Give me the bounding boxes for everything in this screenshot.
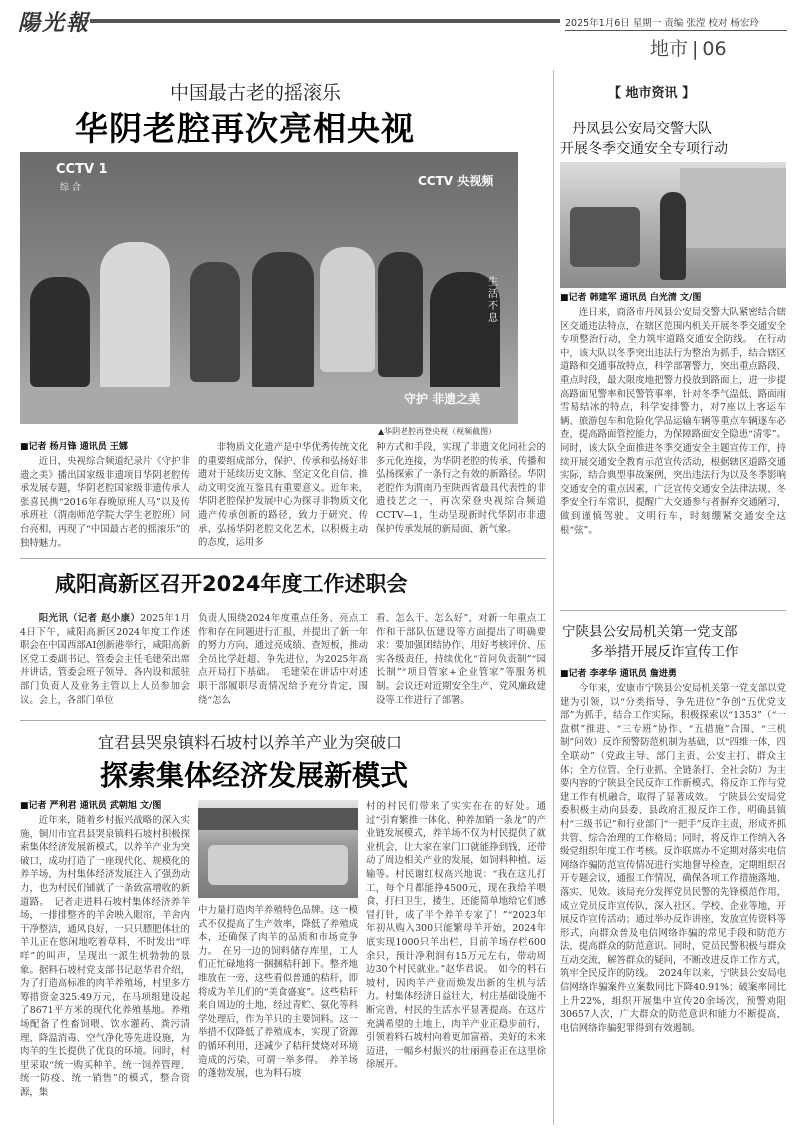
lead-byline: ■记者 杨月锋 通讯员 王娜 [20, 442, 128, 452]
paper-name: 陽光報 [18, 10, 91, 36]
lead-kicker: 中国最古老的摇滚乐 [170, 82, 342, 104]
performer-1 [30, 277, 90, 387]
sidebar-divider [553, 70, 554, 1125]
lead-col-3: 种方式和手段，实现了非遗文化同社会的多元化连接，为华阴老腔的传承、传播和弘扬探索了一条行之有效的新路径。华阴老腔作为渭南乃至陕西省最具代表性的非遗技艺之一，再次荣登央视综合频道CCTV—1，生动呈现新时代华阴市非遗保护传承发展的新局面、新气象。 [376, 442, 546, 535]
dianfeng-body: 连日来，商洛市丹凤县公安局交警大队紧密结合辖区交通违法特点，在辖区范围内机关开展冬季交通安全专项整治行动，全力筑牢道路交通安全防线。 在行动中，该大队以冬季突出违法行为整治为抓手，结合辖区道路和交通事故特点，科学部署警力，突出重点路段、重点时段，最大限度地把警力投放到路面上，进一步提高路面见警率和民警管事率，针对冬季气温低、路面雨雪易结冰的特点，科学安排警力，对7座以上客运车辆、旅游包车和危险化学品运输车辆等重点车辆逐车必查，提高路面管控能力，为保障路面安全隐患“清零”。同时，该大队全面推进冬季交通安全主题宣传工作，持续开展交通安全教育示范宣传活动，根据辖区道路交通实际，结合典型事故案例，突出违法行为以及冬季影响交通安全的重点因素，广泛宣传交通安全法律法规、冬季安全行车常识，提醒广大交通参与者摒弃交通陋习，做到谨慎驾驶、文明行车，时刻绷紧交通安全这根“弦”。 [560, 307, 786, 536]
dianfeng-headline-1: 丹凤县公安局交警大队 [572, 121, 712, 137]
performer-2 [100, 242, 170, 392]
xianyang-col-3: 看、怎么干、怎么好”，对新一年重点工作和干部队伍建设等方面提出了明确要求：要加强团结协作、用好考核评价、压实各级责任，持续优化“首问负责制”“园长制”“项目管家+企业管家”等服务机制。会议还对近期安全生产、党风廉政建设等工作进行了部署。 [376, 613, 546, 706]
sheep-farm-photo [198, 800, 358, 898]
masthead-thin-rule [565, 30, 787, 31]
ningshan-headline-1: 宁陕县公安局机关第一党支部 [562, 624, 738, 640]
police-officer [660, 192, 686, 280]
yijun-col-2: 中力量打造肉羊养殖特色品牌。这一模式不仅提高了生产效率，降低了养殖成本，还确保了肉羊的品质和市场竞争力。 在另一边的饲料储存库里，工人们正忙碌地将一捆捆秸秆卸下。整齐地堆放在一旁，这些看似普通的秸秆，即将成为羊儿们的“美食盛宴”。这些秸秆来自周边的土地，经过青贮、氨化等科学处理后，作为羊只的主要饲料。这一举措不仅降低了养殖成本，实现了资源的循环利用，还减少了秸秆焚烧对环境造成的污染，可谓一举多得。 养羊场的蓬勃发展，也为料石坡 [198, 905, 358, 1080]
ningshan-headline-2: 多举措开展反诈宣传工作 [590, 644, 739, 660]
lead-photo-caption: ▲华阴老腔再登央视（视频截图） [378, 427, 497, 436]
yijun-col-1: 近年来，随着乡村振兴战略的深入实施，铜川市宜君县哭泉镇料石坡村积极探索集体经济发展新模式，以养羊产业为突破口，成功打造了一座现代化、规模化的养羊场，为村集体经济发展注入了强劲动力，也为村民们铺就了一条致富增收的新道路。 记者走进料石坡村集体经济养羊场，一排排整齐的羊舍映入眼帘，羊舍内干净整洁，通风良好，一只只膘肥体壮的羊儿正在悠闲地吃着草料，不时发出“咩咩”的叫声，呈现出一派生机勃勃的景象。据料石坡村党支部书记赵华君介绍，为了打造高标准的肉羊养殖场，村里多方筹措资金325.49万元，在马项组建设起了8671平方米的现代化养殖基地。养殖场配备了性畜饲喂、饮水灌药、粪污清理、降温消毒、空气净化等先进设施，为肉羊的生长提供了优良的环境。同时，村里采取“统一购买种羊、统一饲养管理、统一防疫、统一销售”的模式，整合资源，集 [20, 815, 190, 1098]
channel-sublabel: 综 合 [60, 183, 81, 193]
barn-roof [198, 808, 358, 830]
tricycle [570, 207, 640, 267]
xianyang-headline: 咸阳高新区召开2024年度工作述职会 [55, 572, 408, 596]
masthead-rule [90, 19, 560, 23]
performer-5 [320, 247, 375, 372]
xianyang-lead-in: 阳光讯（记者 赵小康） [38, 613, 141, 624]
lead-headline: 华阴老腔再次亮相央视 [75, 109, 415, 148]
yijun-kicker: 宜君县哭泉镇料石坡村以养羊产业为突破口 [98, 733, 403, 752]
lead-col-1: 近日，央视综合频道纪录片《守护非遗之美》播出国家级非遗项目华阴老腔传承发展专题，华阴老腔国家级非遗传承人张喜民携“2016年春晚原班人马”以及传承班社（渭南师范学院大学生老腔班）同台亮相，再现了“中国最古老的摇滚乐”的独特魅力。 [20, 456, 190, 549]
column-label: 【 地市资讯 】 [608, 86, 696, 101]
ningshan-body: 今年来，安康市宁陕县公安局机关第一党支部以党建为引领，以“分类指导、争先进位”争创“五优党支部”为抓手，结合工作实际，积极探索以“1353”（“一盘棋”推进、“三专班”协作、“五措施”合围、“三机制”问效）反诈预警防范机制为基础，以“四维一体，四全联动”（党政主导、部门主责、公安主打、群众主体；全方位管、全行业抓、全链条打、全社会防）为主要内容的宁陕县全民反诈工作新模式，将反诈工作与党建工作有机融合，取得了显著成效。 宁陕县公安局党委积极主动向县委、县政府汇报反诈工作，明确县镇村“三级书记”和行业部门“一把手”反诈主责，形成齐抓共管、综合治理的工作格局；同时，将反诈工作纳入各级党组织年度工作考核。反诈联席办不定期对落实电信网络诈骗防范宣传情况进行实地督导检查，定期组织召开专题会议，通报工作情况，确保各项工作措施落地、落实、见效。该局充分发挥党员民警的先锋模范作用，成立党员反诈宣传队，深入社区、学校、企业等地，开展反诈宣传活动；通过举办反诈讲座，发放宣传资料等形式，向群众普及电信网络诈骗的常见手段和防范方法，提高群众的防范意识。同时，党员民警积极与群众互动交流，解答群众的疑问，不断改进反诈工作方式，筑牢全民反诈的防线。 2024年以来，宁陕县公安局电信网络诈骗案件立案数同比下降40.91%；破案率同比上升22%，组织开展集中宣传20余场次，预警劝阻30657人次，广大群众的防范意识和能力不断提高，电信网络诈骗犯罪得到有效遏制。 [560, 683, 786, 1034]
issue-line: 2025年1月6日 星期一 责编 张滢 校对 杨宏玲 [565, 18, 759, 29]
ningshan-byline: ■记者 李孝华 通讯员 詹进勇 [560, 669, 677, 679]
section-divider: | [692, 38, 699, 60]
dianfeng-headline-2: 开展冬季交通安全专项行动 [560, 141, 728, 157]
cctv-logo: CCTV 1 [56, 162, 108, 177]
cctv-logo-right: CCTV 央视频 [418, 174, 494, 188]
building [680, 168, 786, 248]
show-title-overlay: 守护 非遗之美 [404, 392, 481, 406]
page-number: 06 [702, 38, 727, 60]
photo-side-text: 生 活 不 息 [488, 277, 498, 324]
yijun-col-3: 村的村民们带来了实实在在的好处。通过“引育繁推一体化、种养加销一条龙”的产业链发展模式，养羊场不仅为村民提供了就业机会，让大家在家门口就能挣到钱，还带动了周边相关产业的发展，如饲料种植、运输等。村民谢红权高兴地说：“我在这儿打工，每个月都能挣4500元，现在我给羊喂食，打扫卫生，搂生，还能简单地给它们感冒打针，成了半个养羊专家了！”“2023年年初从购入300只能繁母羊开始，2024年底实现1000只羊出栏，目前羊场存栏600余只，预计净利润有15万元左右，带动周边30个村民就业。”赵华君说。 如今的料石坡村，因肉羊产业而焕发出新的生机与活力。村集体经济日益壮大，村庄基础设施不断完善，村民的生活水平显著提高。在这片充满希望的土地上，肉羊产业正稳步前行，引领着料石坡村向着更加富裕、美好的未来迈进，一幅乡村振兴的壮丽画卷正在这里徐徐展开。 [366, 801, 546, 1071]
performer-4 [252, 252, 314, 392]
xianyang-col-1-text: 2025年1月4日下午，咸阳高新区2024年度工作述职会在中国西部AI创新港举行，咸阳高新区党工委副书记、管委会主任毛建荣出席并讲话，管委会班子领导、各内设和派驻部门负责人及业务主管以上人员参加会议。会上，各部门单位 [20, 613, 190, 706]
masthead [0, 0, 800, 60]
divider-2 [20, 720, 546, 721]
performer-6 [378, 252, 423, 377]
sidebar-divider-2 [560, 610, 786, 611]
yijun-headline: 探索集体经济发展新模式 [100, 759, 409, 792]
column-label-text: 地市资讯 [625, 86, 678, 101]
yijun-byline: ■记者 严利君 通讯员 武朝旭 文/图 [20, 801, 162, 811]
xianyang-col-1 [20, 612, 190, 710]
lead-photo [20, 152, 518, 424]
sheep-pen [208, 845, 348, 885]
section-label [650, 34, 727, 61]
xianyang-col-2: 负责人围绕2024年度重点任务、亮点工作和存在问题进行汇报，并提出了新一年的努力方向，通过亮成绩、查短板，推动全员比学赶超、争先进位，为2025年高点开局打下基础。 毛建荣在讲话中对述职干部履职尽责情况给予充分肯定，围绕“怎么 [198, 613, 368, 706]
section-name: 地市 [650, 38, 689, 60]
traffic-police-photo [560, 162, 786, 288]
performer-3 [190, 262, 240, 382]
dianfeng-byline: ■记者 韩建军 通讯员 白光清 文/图 [560, 293, 702, 303]
divider-1 [20, 558, 546, 559]
lead-col-2: 非物质文化遗产是中华优秀传统文化的重要组成部分，保护、传承和弘扬好非遗对于延续历史文脉、坚定文化自信、推动文明交流互鉴具有重要意义。近年来，华阴老腔保护发展中心为探寻非物质文化遗产传承创新的路径，致力于研究、传承、弘扬华阴老腔文化艺术，以积极主动的态度，运用多 [198, 442, 368, 549]
